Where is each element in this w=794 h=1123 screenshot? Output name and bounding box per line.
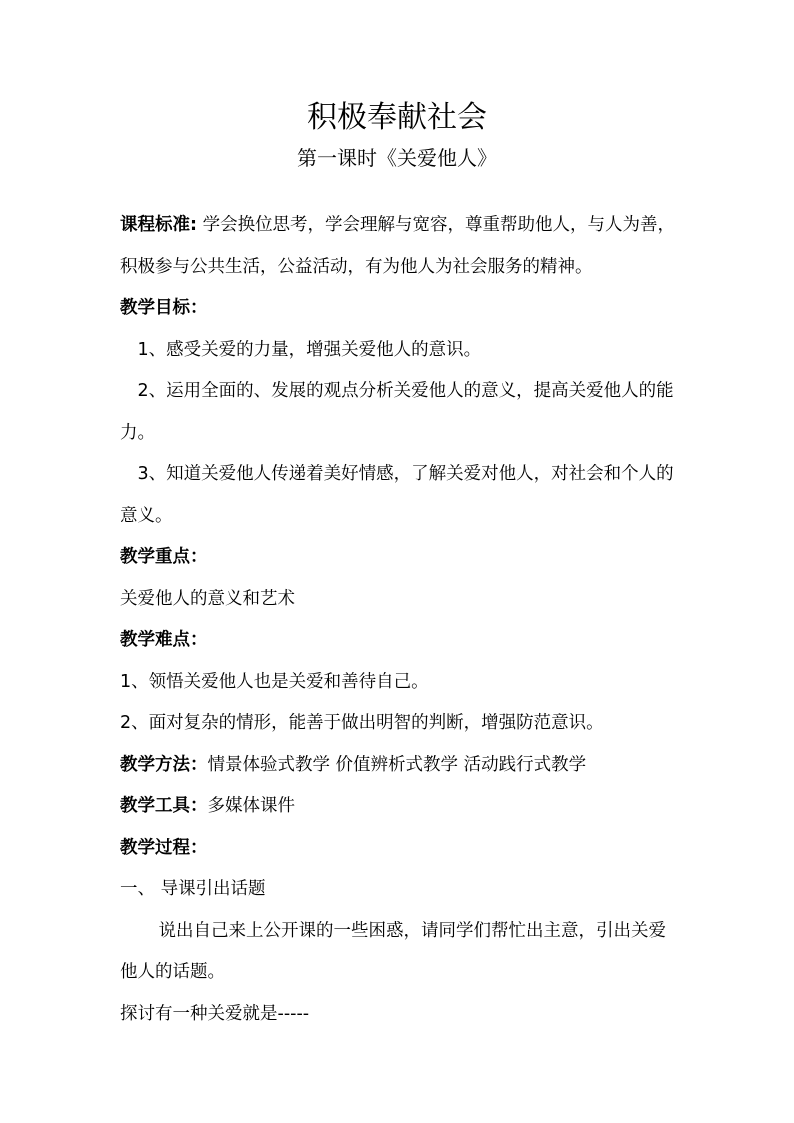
difficulty-item: 1、领悟关爱他人也是关爱和善待自己。 xyxy=(120,671,429,692)
document-subtitle: 第一课时《关爱他人》 xyxy=(297,146,497,170)
methods-label: 教学方法： xyxy=(120,754,208,775)
methods-paragraph xyxy=(120,745,680,787)
process-paragraph: 说出自己来上公开课的一些困惑，请同学们帮忙出主意，引出关爱他人的话题。 xyxy=(120,920,666,982)
teaching-goal-item: 2、运用全面的、发展的观点分析关爱他人的意义，提高关爱他人的能力。 xyxy=(120,381,674,443)
tools-label: 教学工具： xyxy=(120,796,208,816)
document-body xyxy=(120,205,680,1035)
document-title: 积极奉献社会 xyxy=(307,100,487,135)
difficulties-label: 教学难点： xyxy=(120,630,208,650)
methods-text: 情景体验式教学 价值辨析式教学 活动践行式教学 xyxy=(207,754,587,775)
process-label: 教学过程： xyxy=(120,837,208,858)
tools-paragraph xyxy=(120,786,680,828)
process-section-heading: 一、 导课引出话题 xyxy=(120,879,266,899)
teaching-goal-item: 3、知道关爱他人传递着美好情感，了解关爱对他人，对社会和个人的意义。 xyxy=(120,464,674,526)
course-standard-paragraph xyxy=(120,205,680,288)
difficulty-item: 2、面对复杂的情形，能善于做出明智的判断，增强防范意识。 xyxy=(120,713,604,733)
teaching-goals-label: 教学目标： xyxy=(120,298,208,318)
teaching-goal-item: 1、感受关爱的力量，增强关爱他人的意识。 xyxy=(137,339,482,360)
tools-text: 多媒体课件 xyxy=(207,796,295,816)
key-points-text: 关爱他人的意义和艺术 xyxy=(120,588,295,609)
key-points-label: 教学重点： xyxy=(120,547,208,567)
course-standard-text: 学会换位思考，学会理解与宽容，尊重帮助他人，与人为善，积极参与公共生活，公益活动，有为他人为社会服务的精神。 xyxy=(120,215,676,277)
course-standard-label: 课程标准: xyxy=(120,215,197,235)
process-line: 探讨有一种关爱就是----- xyxy=(120,1003,310,1024)
